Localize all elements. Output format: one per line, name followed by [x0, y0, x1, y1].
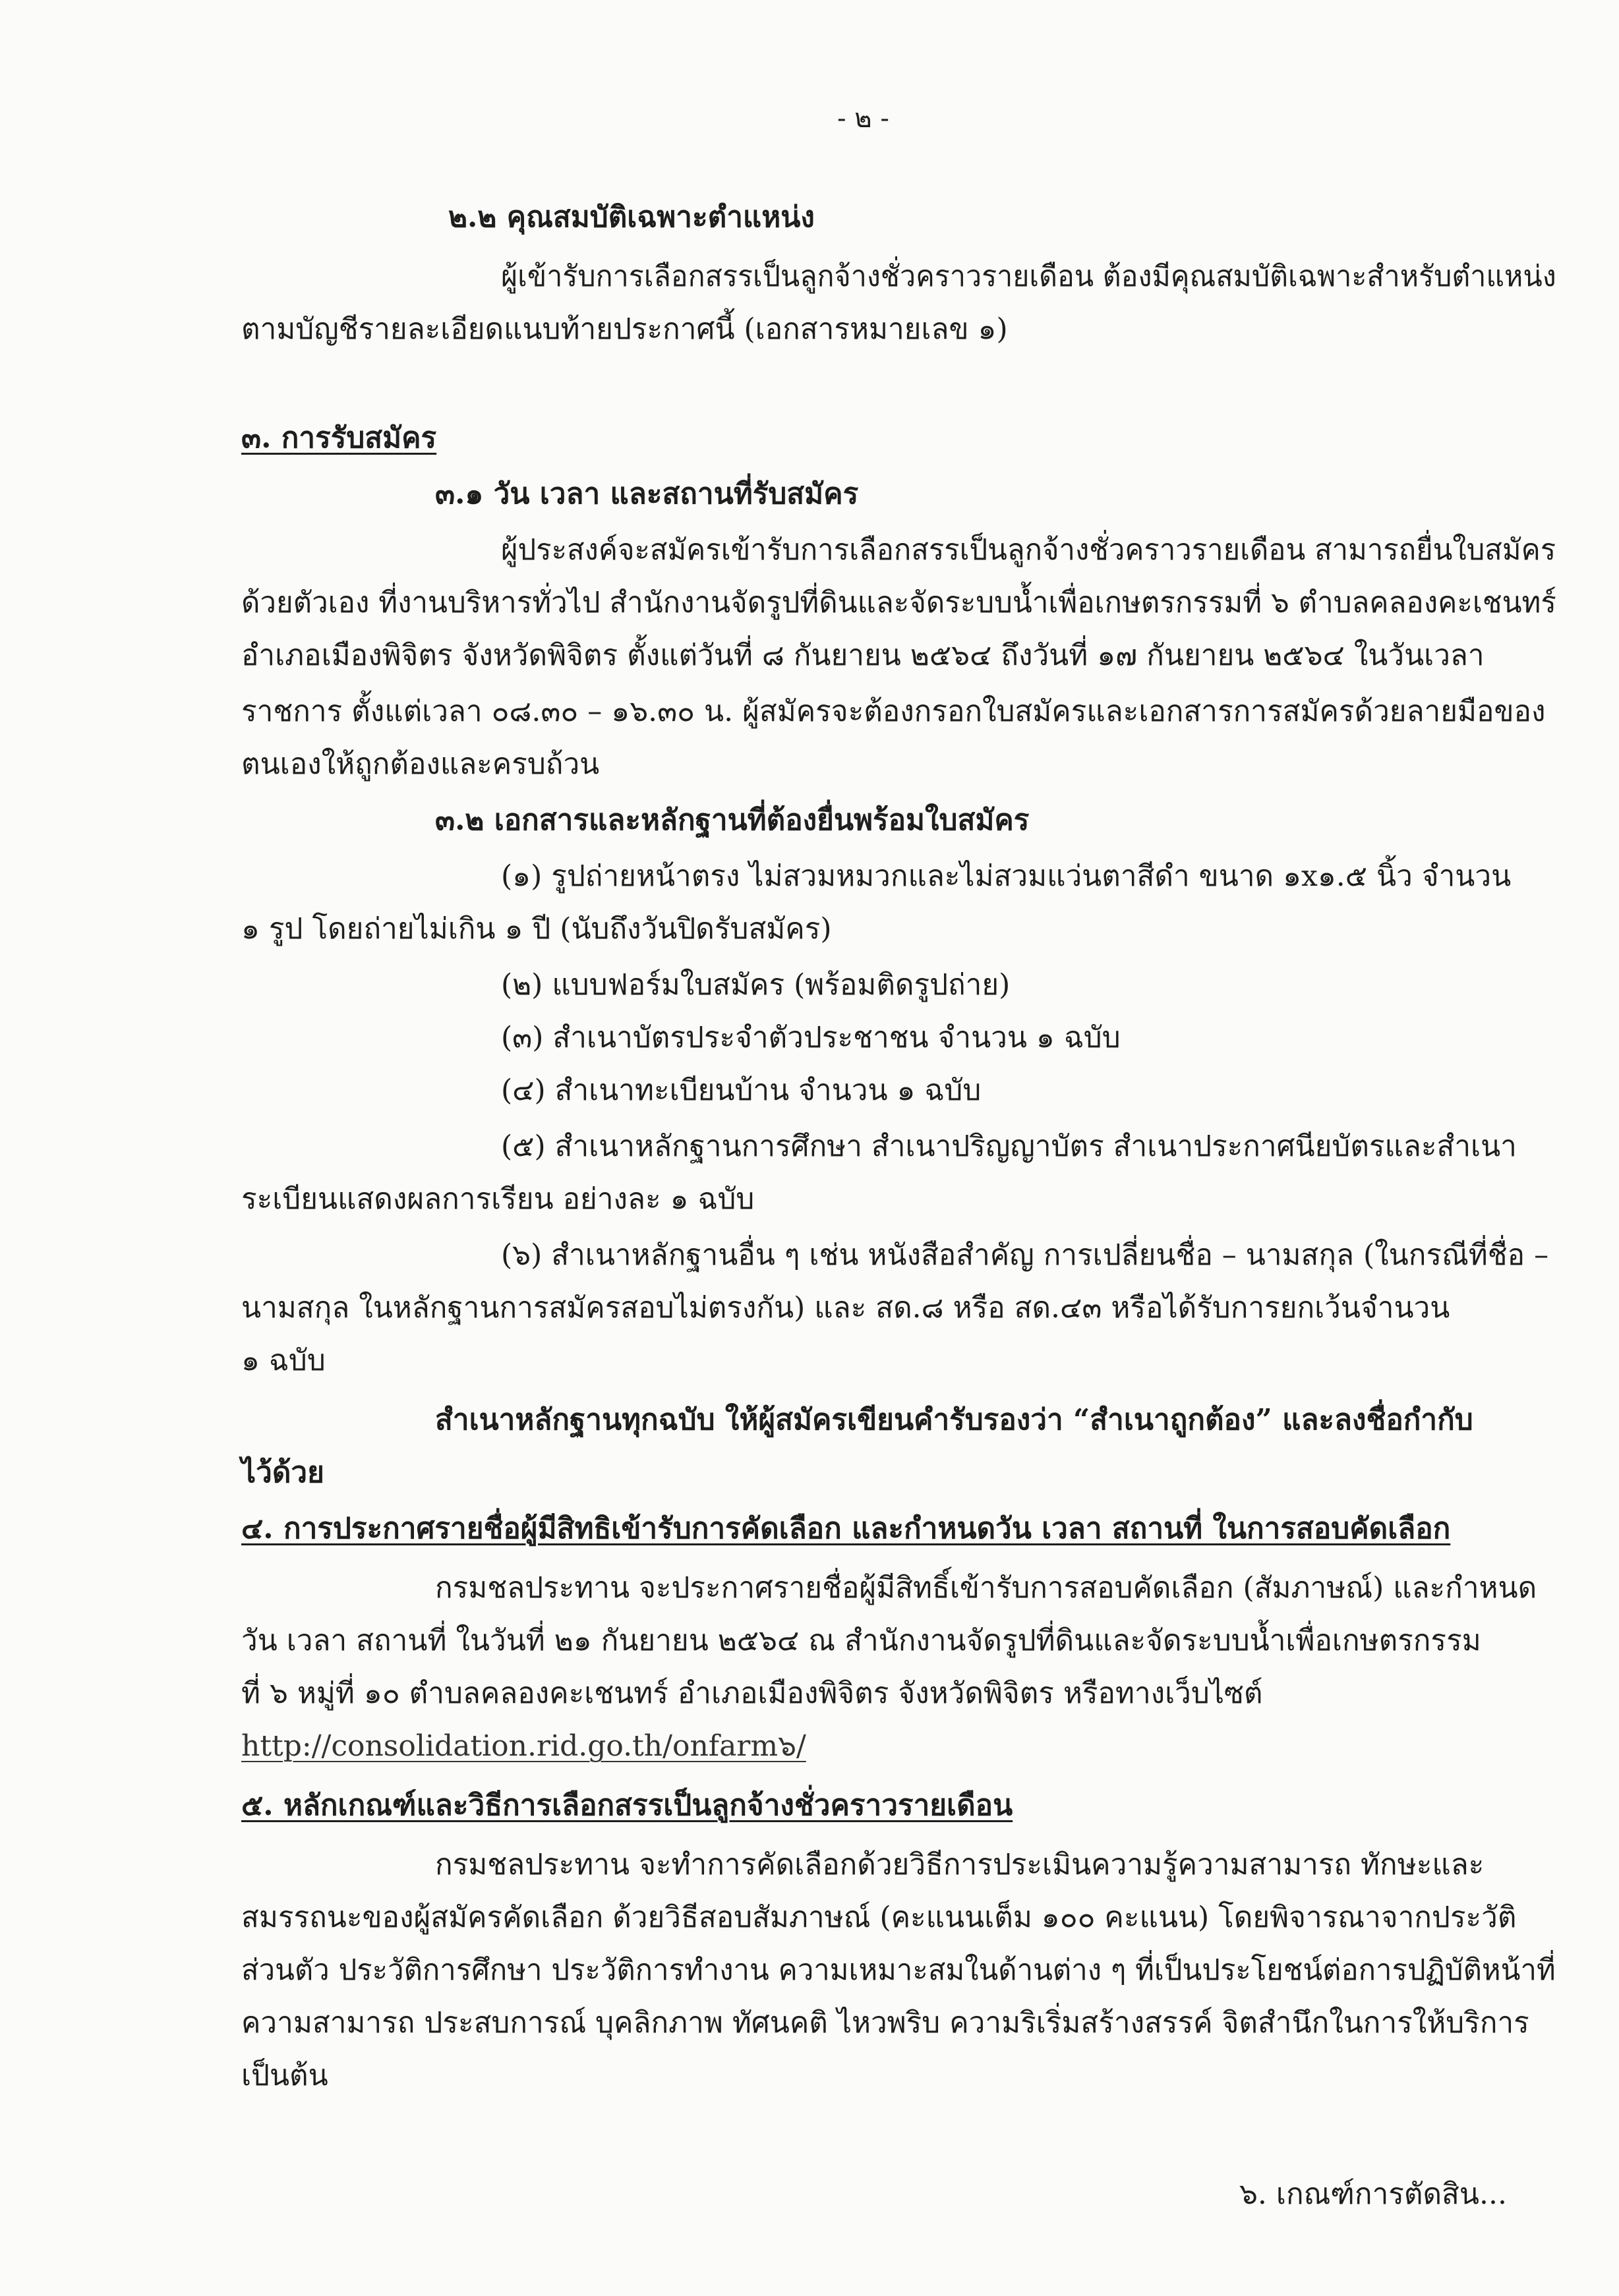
list-item: (๖) สำเนาหลักฐานอื่น ๆ เช่น หนังสือสำคัญ การเปลี่ยนชื่อ – นามสกุล (ในกรณีที่ชื่อ –	[501, 1238, 1549, 1272]
section-5-heading: ๕. หลักเกณฑ์และวิธีการเลือกสรรเป็นลูกจ้างชั่วคราวรายเดือน	[241, 1789, 1013, 1822]
section-2-2-heading: ๒.๒ คุณสมบัติเฉพาะตำแหน่ง	[448, 200, 815, 234]
list-item: ๑ รูป โดยถ่ายไม่เกิน ๑ ปี (นับถึงวันปิดรับสมัคร)	[241, 912, 832, 946]
paragraph-line: กรมชลประทาน จะประกาศรายชื่อผู้มีสิทธิ์เข้ารับการสอบคัดเลือก (สัมภาษณ์) และกำหนด	[435, 1571, 1537, 1605]
section-3-2-heading: ๓.๒ เอกสารและหลักฐานที่ต้องยื่นพร้อมใบสมัคร	[435, 803, 1030, 837]
paragraph-line: ราชการ ตั้งแต่เวลา ๐๘.๓๐ – ๑๖.๓๐ น. ผู้สมัครจะต้องกรอกใบสมัครและเอกสารการสมัครด้วยลายมือของ	[241, 695, 1546, 728]
list-item: (๓) สำเนาบัตรประจำตัวประชาชน จำนวน ๑ ฉบับ	[501, 1021, 1121, 1054]
section-3-1-heading: ๓.๑ วัน เวลา และสถานที่รับสมัคร	[435, 477, 859, 511]
section-4-heading: ๔. การประกาศรายชื่อผู้มีสิทธิเข้ารับการคัดเลือก และกำหนดวัน เวลา สถานที่ ในการสอบคัดเลือก	[241, 1512, 1451, 1545]
list-item: (๔) สำเนาทะเบียนบ้าน จำนวน ๑ ฉบับ	[501, 1074, 982, 1107]
list-item: ๑ ฉบับ	[241, 1344, 326, 1377]
paragraph-line: ตามบัญชีรายละเอียดแนบท้ายประกาศนี้ (เอกสารหมายเลข ๑)	[241, 312, 1008, 346]
paragraph-line: ผู้ประสงค์จะสมัครเข้ารับการเลือกสรรเป็นลูกจ้างชั่วคราวรายเดือน สามารถยื่นใบสมัคร	[501, 533, 1556, 567]
page-number: - ๒ -	[837, 103, 889, 134]
paragraph-line: เป็นต้น	[241, 2059, 328, 2092]
paragraph-line: ความสามารถ ประสบการณ์ บุคลิกภาพ ทัศนคติ ไหวพริบ ความริเริ่มสร้างสรรค์ จิตสำนึกในการให้บริการ	[241, 2006, 1529, 2040]
website-link[interactable]: http://consolidation.rid.go.th/onfarm๖/	[241, 1729, 806, 1763]
paragraph-line: กรมชลประทาน จะทำการคัดเลือกด้วยวิธีการประเมินความรู้ความสามารถ ทักษะและ	[435, 1848, 1485, 1881]
paragraph-line: อำเภอเมืองพิจิตร จังหวัดพิจิตร ตั้งแต่วันที่ ๘ กันยายน ๒๕๖๔ ถึงวันที่ ๑๗ กันยายน ๒๕๖๔ ในวันเวลา	[241, 639, 1485, 672]
list-item: (๑) รูปถ่ายหน้าตรง ไม่สวมหมวกและไม่สวมแว่นตาสีดำ ขนาด ๑x๑.๕ นิ้ว จำนวน	[501, 859, 1512, 893]
list-item: (๕) สำเนาหลักฐานการศึกษา สำเนาปริญญาบัตร สำเนาประกาศนียบัตรและสำเนา	[501, 1130, 1517, 1163]
paragraph-line: ส่วนตัว ประวัติการศึกษา ประวัติการทำงาน ความเหมาะสมในด้านต่าง ๆ ที่เป็นประโยชน์ต่อการปฏิบัติหน้าที่	[241, 1953, 1556, 1987]
note-line: ไว้ด้วย	[241, 1456, 324, 1489]
section-3-heading: ๓. การรับสมัคร	[241, 421, 437, 455]
paragraph-line: ผู้เข้ารับการเลือกสรรเป็นลูกจ้างชั่วคราวรายเดือน ต้องมีคุณสมบัติเฉพาะสำหรับตำแหน่ง	[501, 260, 1556, 293]
paragraph-line: สมรรถนะของผู้สมัครคัดเลือก ด้วยวิธีสอบสัมภาษณ์ (คะแนนเต็ม ๑๐๐ คะแนน) โดยพิจารณาจากประวัติ	[241, 1901, 1517, 1934]
list-item: นามสกุล ในหลักฐานการสมัครสอบไม่ตรงกัน) และ สด.๘ หรือ สด.๔๓ หรือได้รับการยกเว้นจำนวน	[241, 1291, 1450, 1325]
paragraph-line: วัน เวลา สถานที่ ในวันที่ ๒๑ กันยายน ๒๕๖๔ ณ สำนักงานจัดรูปที่ดินและจัดระบบน้ำเพื่อเกษตรกรรม	[241, 1624, 1481, 1657]
paragraph-line: ที่ ๖ หมู่ที่ ๑๐ ตำบลคลองคะเชนทร์ อำเภอเมืองพิจิตร จังหวัดพิจิตร หรือทางเว็บไซต์	[241, 1677, 1263, 1710]
list-item: ระเบียนแสดงผลการเรียน อย่างละ ๑ ฉบับ	[241, 1182, 755, 1216]
paragraph-line: ตนเองให้ถูกต้องและครบถ้วน	[241, 747, 600, 781]
paragraph-line: ด้วยตัวเอง ที่งานบริหารทั่วไป สำนักงานจัดรูปที่ดินและจัดระบบน้ำเพื่อเกษตรกรรมที่ ๖ ตำบลคลองคะเชนทร์	[241, 586, 1556, 619]
list-item: (๒) แบบฟอร์มใบสมัคร (พร้อมติดรูปถ่าย)	[501, 968, 1011, 1002]
continuation-text: ๖. เกณฑ์การตัดสิน...	[1239, 2177, 1507, 2211]
note-line: สำเนาหลักฐานทุกฉบับ ให้ผู้สมัครเขียนคำรับรองว่า “สำเนาถูกต้อง” และลงชื่อกำกับ	[435, 1403, 1473, 1437]
